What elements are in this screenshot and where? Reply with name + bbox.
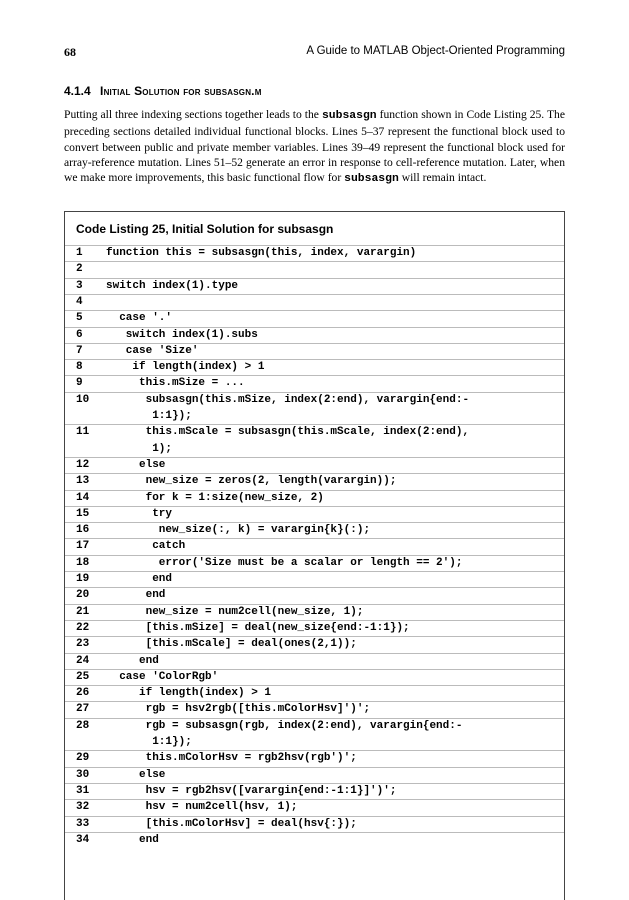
code-text: catch (106, 540, 186, 553)
line-number: 13 (76, 475, 90, 488)
code-text: else (106, 458, 166, 471)
line-number: 12 (76, 458, 90, 471)
section-heading (64, 84, 262, 98)
code-line (65, 799, 564, 815)
code-line (65, 718, 564, 751)
line-number: 1 (76, 247, 83, 259)
code-line (65, 490, 564, 506)
code-text: case 'Size' (106, 344, 199, 357)
line-number: 25 (76, 670, 90, 683)
line-number: 18 (76, 556, 90, 569)
page-header (64, 45, 565, 63)
line-number: 15 (76, 507, 90, 520)
inline-code: subsasgn (321, 110, 377, 122)
line-number: 28 (76, 719, 90, 732)
code-text: new_size = num2cell(new_size, 1); (106, 605, 364, 618)
code-text: 1:1}); (106, 409, 192, 422)
line-number: 19 (76, 573, 90, 585)
code-line (65, 327, 564, 343)
code-line (65, 767, 564, 783)
code-line (65, 310, 564, 326)
code-line (65, 620, 564, 636)
code-text: if length(index) > 1 (106, 361, 265, 374)
code-line (65, 343, 564, 359)
code-text: this.mSize = ... (106, 377, 245, 390)
line-number: 4 (76, 295, 83, 308)
code-line (65, 522, 564, 538)
code-line (65, 473, 564, 489)
code-line (65, 538, 564, 554)
code-text: hsv = rgb2hsv([varargin{end:-1:1}]')'; (106, 784, 397, 797)
code-line (65, 261, 564, 277)
running-title: A Guide to MATLAB Object-Oriented Programming (306, 45, 565, 57)
line-number: 7 (76, 344, 83, 357)
code-line (65, 816, 564, 832)
code-line (65, 375, 564, 391)
code-line (65, 424, 564, 457)
paragraph-text: Putting all three indexing sections together leads to the (64, 108, 322, 121)
code-text: [this.mSize] = deal(new_size{end:-1:1}); (106, 621, 410, 634)
code-line (65, 506, 564, 522)
code-line (65, 294, 564, 310)
code-line (65, 392, 564, 425)
line-number: 2 (76, 263, 83, 276)
code-text: 1:1}); (106, 735, 192, 748)
section-title: Initial Solution for subsasgn.m (100, 84, 262, 98)
line-number: 20 (76, 589, 90, 602)
code-text: try (106, 507, 173, 520)
code-text: rgb = subsasgn(rgb, index(2:end), varargin{end:- (106, 719, 463, 732)
line-number: 10 (76, 393, 90, 406)
paragraph-text: function shown in Code Listing 25. The preceding sections detailed individual functional blocks. Lines 5–37 represent the functional block used to convert between public and private member variables. Lines 39–49 represent the functional block used for array-reference mutation. Lines 51–52 generate an error in response to cell-reference mutation. Later, when we make more improvements, this basic functional flow for (64, 108, 565, 185)
code-line (65, 750, 564, 766)
code-text: [this.mScale] = deal(ones(2,1)); (106, 638, 357, 651)
code-line (65, 636, 564, 652)
line-number: 3 (76, 279, 83, 292)
code-listing-box (64, 211, 565, 900)
code-line (65, 783, 564, 799)
code-text: [this.mColorHsv] = deal(hsv{:}); (106, 817, 357, 830)
code-line (65, 587, 564, 603)
line-number: 26 (76, 687, 90, 700)
code-text: this.mColorHsv = rgb2hsv(rgb')'; (106, 752, 357, 765)
line-number: 27 (76, 703, 90, 716)
line-number: 23 (76, 638, 90, 651)
line-number: 31 (76, 784, 90, 797)
code-line (65, 278, 564, 294)
code-line (65, 457, 564, 473)
code-text: if length(index) > 1 (106, 687, 272, 700)
code-text: end (106, 589, 166, 602)
code-text: this.mScale = subsasgn(this.mScale, index(2:end), (106, 426, 470, 439)
code-text: switch index(1).type (106, 279, 239, 292)
code-text: new_size = zeros(2, length(varargin)); (106, 475, 397, 488)
line-number: 6 (76, 328, 83, 341)
code-text: new_size(:, k) = varargin{k}(:); (106, 524, 371, 537)
paragraph-text: will remain intact. (398, 171, 487, 185)
code-line (65, 245, 564, 261)
line-number: 22 (76, 621, 90, 634)
code-line (65, 653, 564, 669)
code-text: case 'ColorRgb' (106, 670, 219, 683)
code-listing-title: Code Listing 25, Initial Solution for subsasgn (76, 222, 334, 236)
line-number: 34 (76, 833, 90, 846)
line-number: 24 (76, 654, 90, 667)
line-number: 29 (76, 752, 90, 765)
body-paragraph (64, 107, 565, 187)
code-text: end (106, 654, 159, 667)
code-text: for k = 1:size(new_size, 2) (106, 491, 324, 504)
code-text: subsasgn(this.mSize, index(2:end), varargin{end:- (106, 393, 470, 406)
line-number: 17 (76, 540, 90, 553)
code-text: 1); (106, 442, 173, 455)
line-number: 33 (76, 817, 90, 830)
line-number: 9 (76, 377, 83, 390)
line-number: 21 (76, 605, 90, 618)
line-number: 5 (76, 312, 83, 325)
line-number: 16 (76, 524, 90, 537)
code-line (65, 604, 564, 620)
code-line (65, 701, 564, 717)
code-text: rgb = hsv2rgb([this.mColorHsv]')'; (106, 703, 371, 716)
code-line (65, 832, 564, 848)
code-text: hsv = num2cell(hsv, 1); (106, 801, 298, 814)
code-text: end (106, 573, 173, 585)
inline-code: subsasgn (344, 173, 399, 186)
code-text: switch index(1).subs (106, 328, 258, 341)
code-text: function this = subsasgn(this, index, varargin) (106, 247, 417, 259)
code-line (65, 669, 564, 685)
section-number: 4.1.4 (64, 84, 91, 98)
code-text: end (106, 833, 159, 846)
code-text: case '.' (106, 312, 173, 325)
code-line (65, 359, 564, 375)
code-line (65, 685, 564, 701)
line-number: 14 (76, 491, 90, 504)
code-line (65, 555, 564, 571)
code-line (65, 571, 564, 587)
line-number: 8 (76, 361, 83, 374)
line-number: 30 (76, 768, 90, 781)
page-number: 68 (64, 45, 76, 59)
code-text: else (106, 768, 166, 781)
line-number: 11 (76, 426, 90, 439)
code-text: error('Size must be a scalar or length == 2'); (106, 556, 463, 569)
line-number: 32 (76, 801, 90, 814)
